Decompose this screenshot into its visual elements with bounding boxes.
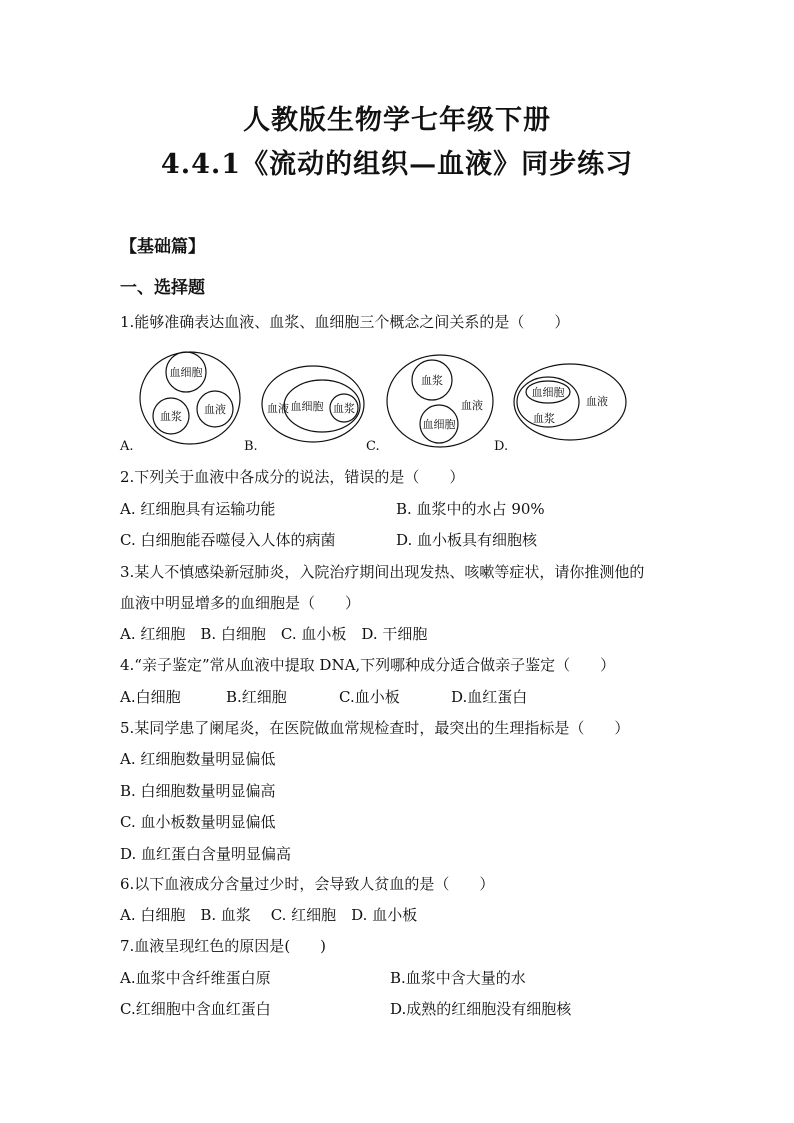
question-4-option-d: D.血红蛋白 <box>451 688 528 706</box>
diagram-a-letter: A. <box>120 439 134 454</box>
question-3-options: A. 红细胞 B. 白细胞 C. 血小板 D. 干细胞 <box>120 625 428 643</box>
diagram-a-blood-label: 血液 <box>204 403 226 416</box>
question-2-option-d: D. 血小板具有细胞核 <box>396 531 538 549</box>
question-7-option-a: A.血浆中含纤维蛋白原 <box>120 969 271 987</box>
diagram-b-letter: B. <box>244 439 258 454</box>
diagram-b-blood-label: 血液 <box>267 402 289 415</box>
diagram-b-cells-label: 血细胞 <box>290 400 324 413</box>
question-5-option-b: B. 白细胞数量明显偏高 <box>120 782 276 800</box>
diagram-d-cells-label: 血细胞 <box>531 386 565 399</box>
section-basic-heading: 【基础篇】 <box>120 237 205 257</box>
diagram-c-cells-label: 血细胞 <box>422 418 456 431</box>
question-2-option-c: C. 白细胞能吞噬侵入人体的病菌 <box>120 531 336 549</box>
question-7-stem: 7.血液呈现红色的原因是( ) <box>120 937 327 955</box>
question-6-stem: 6.以下血液成分含量过少时，会导致人贫血的是（ ） <box>120 875 495 893</box>
diagram-c-letter: C. <box>366 439 380 454</box>
diagram-d <box>512 360 630 442</box>
question-7-option-b: B.血浆中含大量的水 <box>390 969 526 987</box>
section-choice-heading: 一、选择题 <box>120 278 205 298</box>
question-2-option-b: B. 血浆中的水占 90% <box>396 500 545 518</box>
page-subtitle: 4.4.1《流动的组织—血液》同步练习 <box>160 149 634 180</box>
diagram-d-blood-label: 血液 <box>586 395 608 408</box>
question-5-option-c: C. 血小板数量明显偏低 <box>120 813 276 831</box>
diagram-c-plasma-label: 血浆 <box>421 374 443 387</box>
question-4-option-a: A.白细胞 <box>120 688 181 706</box>
question-5-option-a: A. 红细胞数量明显偏低 <box>120 750 276 768</box>
question-3-stem-line-1: 3.某人不慎感染新冠肺炎，入院治疗期间出现发热、咳嗽等症状，请你推测他的 <box>120 563 645 581</box>
diagram-c <box>384 352 496 450</box>
diagram-a-plasma-label: 血浆 <box>160 410 182 423</box>
diagram-b <box>260 362 368 444</box>
diagram-d-plasma-label: 血浆 <box>533 412 555 425</box>
question-4-stem: 4.“亲子鉴定”常从血液中提取 DNA,下列哪种成分适合做亲子鉴定（ ） <box>120 656 616 674</box>
question-5-option-d: D. 血红蛋白含量明显偏高 <box>120 845 292 863</box>
diagram-d-outer-ellipse <box>514 364 626 440</box>
question-7-option-d: D.成熟的红细胞没有细胞核 <box>390 1000 572 1018</box>
question-4-option-b: B.红细胞 <box>226 688 287 706</box>
diagram-a <box>138 350 244 446</box>
question-5-stem: 5.某同学患了阑尾炎，在医院做血常规检查时，最突出的生理指标是（ ） <box>120 719 630 737</box>
diagram-b-plasma-label: 血浆 <box>333 402 355 415</box>
diagram-a-cells-label: 血细胞 <box>169 366 203 379</box>
question-2-stem: 2.下列关于血液中各成分的说法，错误的是（ ） <box>120 468 465 486</box>
question-6-options: A. 白细胞 B. 血浆 C. 红细胞 D. 血小板 <box>120 906 418 924</box>
question-2-option-a: A. 红细胞具有运输功能 <box>120 500 276 518</box>
question-4-option-c: C.血小板 <box>339 688 400 706</box>
question-7-option-c: C.红细胞中含血红蛋白 <box>120 1000 271 1018</box>
diagram-d-letter: D. <box>494 439 509 454</box>
question-3-stem-line-2: 血液中明显增多的血细胞是（ ） <box>120 594 361 612</box>
question-1-stem: 1.能够准确表达血液、血浆、血细胞三个概念之间关系的是（ ） <box>120 313 570 331</box>
page-title: 人教版生物学七年级下册 <box>243 105 551 136</box>
diagram-c-blood-label: 血液 <box>461 399 483 412</box>
